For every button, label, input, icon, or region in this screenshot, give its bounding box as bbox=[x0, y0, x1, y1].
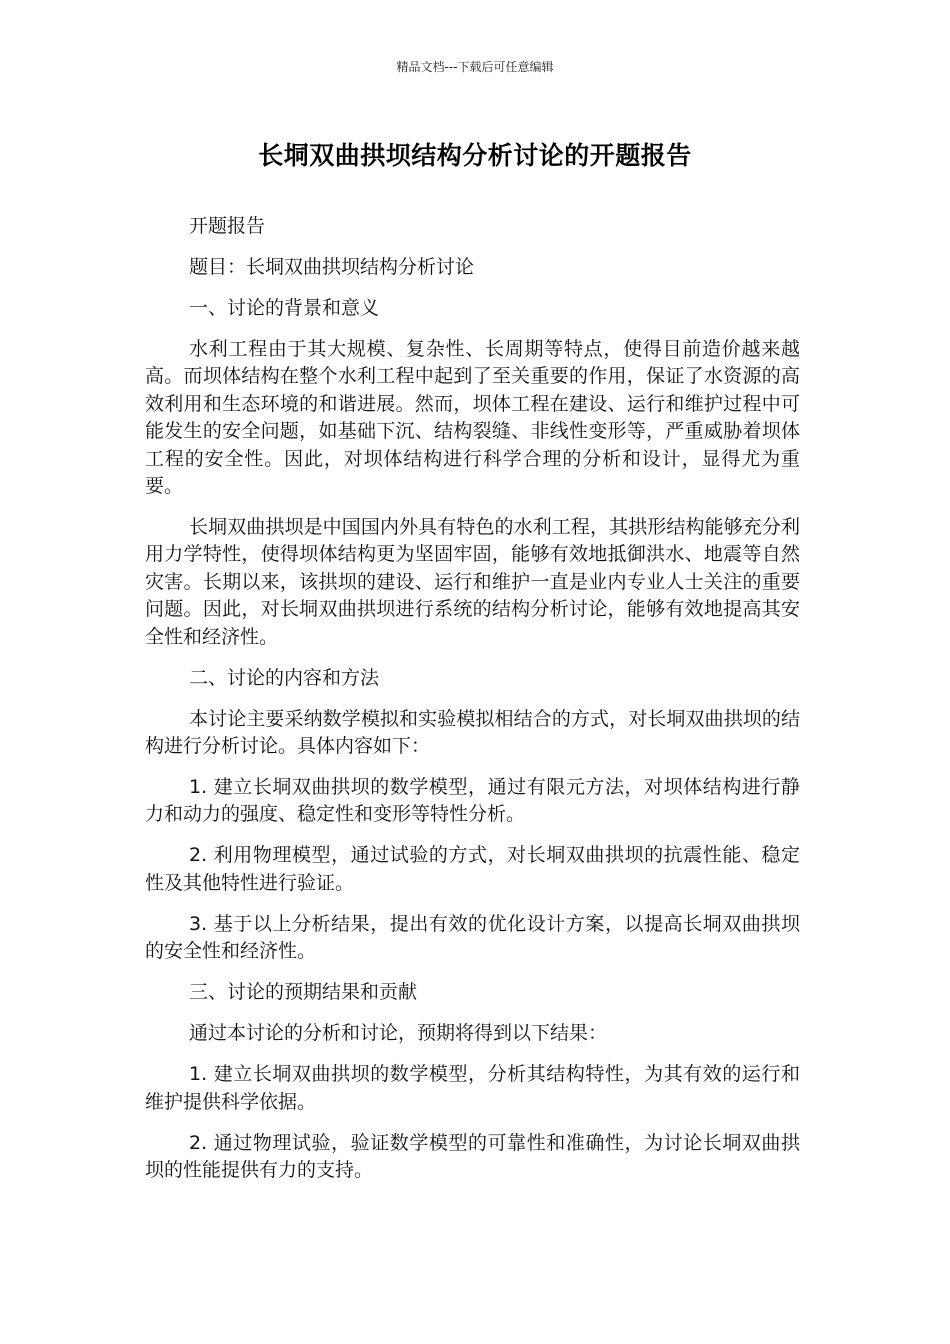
paragraph: 本讨论主要采纳数学模拟和实验模拟相结合的方式，对长垌双曲拱坝的结构进行分析讨论。具体内容如下： bbox=[145, 707, 800, 758]
document-body bbox=[145, 213, 800, 1198]
section-heading-background: 一、讨论的背景和意义 bbox=[189, 297, 380, 319]
paragraph: 通过本讨论的分析和讨论，预期将得到以下结果： bbox=[189, 1022, 608, 1045]
paragraph-report-label: 开题报告 bbox=[189, 215, 266, 237]
document-title: 长垌双曲拱坝结构分析讨论的开题报告 bbox=[258, 141, 692, 170]
paragraph: 水利工程由于其大规模、复杂性、长周期等特点，使得目前造价越来越高。而坝体结构在整个水利工程中起到了至关重要的作用，保证了水资源的高效利用和生态环境的和谐进展。然而，坝体工程在建设、运行和维护过程中可能发生的安全问题，如基础下沉、结构裂缝、非线性变形等，严重威胁着坝体工程的安全性。因此，对坝体结构进行科学合理的分析和设计，显得尤为重要。 bbox=[145, 338, 800, 498]
section-heading-expected-results: 三、讨论的预期结果和贡献 bbox=[189, 981, 418, 1004]
list-item: 2. 利用物理模型，通过试验的方式，对长垌双曲拱坝的抗震性能、稳定性及其他特性进行验证。 bbox=[145, 844, 800, 894]
section-heading-content-methods: 二、讨论的内容和方法 bbox=[189, 666, 380, 689]
list-item: 2. 通过物理试验，验证数学模型的可靠性和准确性，为讨论长垌双曲拱坝的性能提供有力的支持。 bbox=[145, 1131, 800, 1182]
list-item: 1. 建立长垌双曲拱坝的数学模型，分析其结构特性，为其有效的运行和维护提供科学依据。 bbox=[145, 1063, 800, 1113]
paragraph: 长垌双曲拱坝是中国国内外具有特色的水利工程，其拱形结构能够充分利用力学特性，使得坝体结构更为坚固牢固，能够有效地抵御洪水、地震等自然灾害。长期以来，该拱坝的建设、运行和维护一直是业内专业人士关注的重要问题。因此，对长垌双曲拱坝进行系统的结构分析讨论，能够有效地提高其安全性和经济性。 bbox=[145, 516, 800, 648]
list-item: 3. 基于以上分析结果，提出有效的优化设计方案，以提高长垌双曲拱坝的安全性和经济性。 bbox=[145, 912, 800, 963]
list-item: 1. 建立长垌双曲拱坝的数学模型，通过有限元方法，对坝体结构进行静力和动力的强度、稳定性和变形等特性分析。 bbox=[145, 776, 800, 826]
paragraph-topic: 题目：长垌双曲拱坝结构分析讨论 bbox=[189, 256, 475, 278]
header-note: 精品文档---下载后可任意编辑 bbox=[396, 60, 554, 74]
